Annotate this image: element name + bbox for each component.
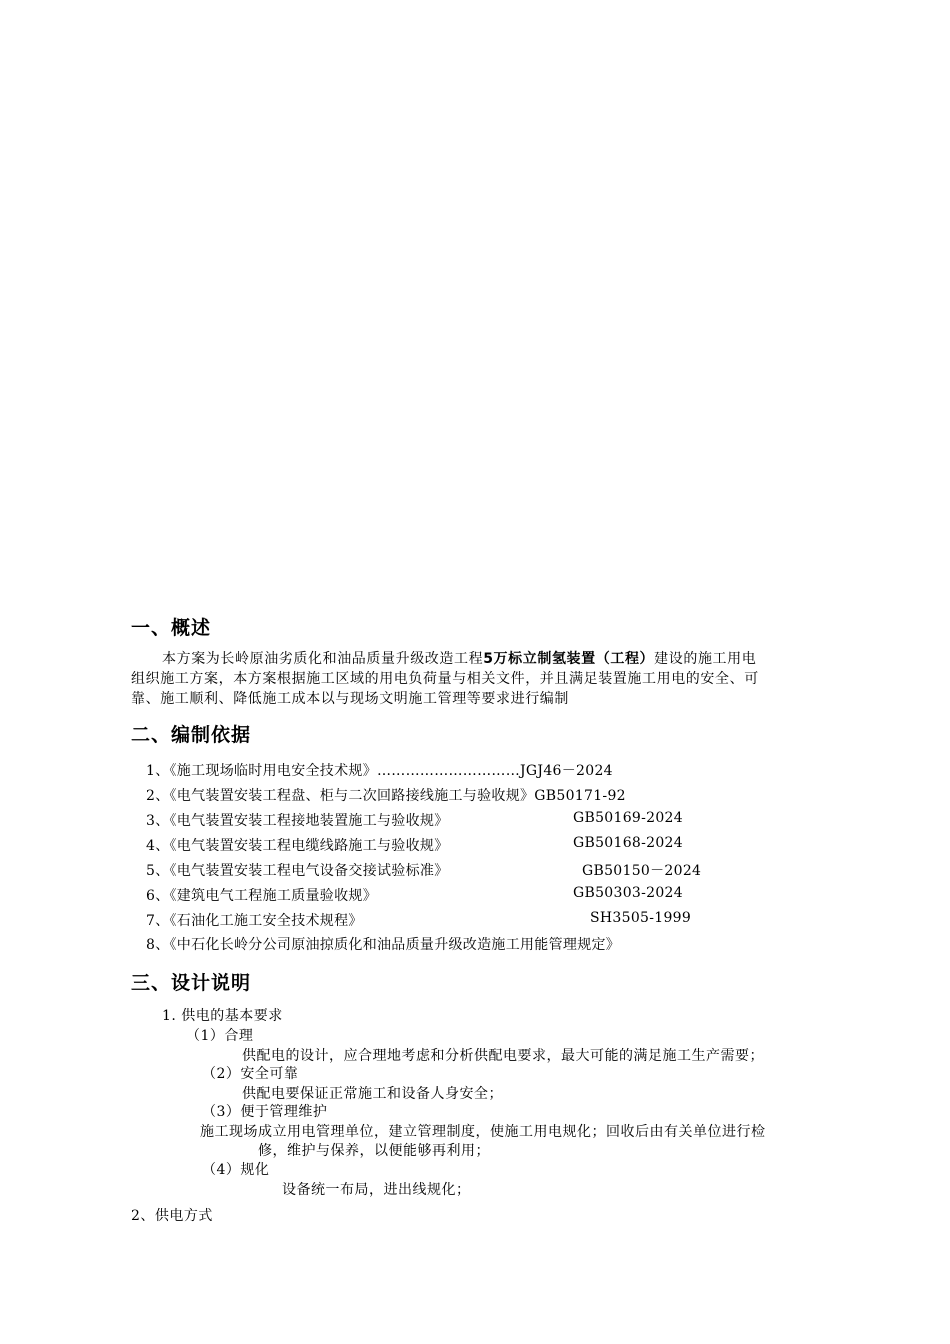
reference-code-3: GB50169-2024 <box>573 810 683 826</box>
requirement-heading-3: （3）便于管理维护 <box>202 1104 328 1120</box>
reference-item-4: 4、《电气装置安装工程电缆线路施工与验收规》 <box>146 838 449 854</box>
section-heading-overview: 一、概述 <box>131 617 212 639</box>
reference-code-7: SH3505-1999 <box>590 910 692 926</box>
requirement-heading-2: （2）安全可靠 <box>202 1066 299 1082</box>
reference-item-2: 2、《电气装置安装工程盘、柜与二次回路接线施工与验收规》GB50171-92 <box>146 788 626 804</box>
reference-item-5: 5、《电气装置安装工程电气设备交接试验标准》 <box>146 863 449 879</box>
overview-line-3: 靠、施工顺利、降低施工成本以与现场文明施工管理等要求进行编制 <box>131 691 569 707</box>
requirement-text-3a: 施工现场成立用电管理单位，建立管理制度，使施工用电规化；回收后由有关单位进行检 <box>200 1124 766 1140</box>
overview-line-1-pre: 本方案为长岭原油劣质化和油品质量升级改造工程 <box>162 651 484 667</box>
design-item-2: 2、供电方式 <box>131 1208 213 1224</box>
project-name: 5万标立制氢装置（工程） <box>483 651 655 667</box>
requirement-text-3b: 修，维护与保养，以便能够再利用； <box>258 1143 490 1159</box>
reference-item-8: 8、《中石化长岭分公司原油掠质化和油品质量升级改造施工用能管理规定》 <box>146 937 621 953</box>
requirement-text-1: 供配电的设计，应合理地考虑和分析供配电要求，最大可能的满足施工生产需要； <box>242 1048 764 1064</box>
reference-code-4: GB50168-2024 <box>573 835 683 851</box>
reference-item-3: 3、《电气装置安装工程接地装置施工与验收规》 <box>146 813 449 829</box>
reference-code-6: GB50303-2024 <box>573 885 683 901</box>
overview-line-1-post: 建设的施工用电 <box>654 651 757 667</box>
design-item-1: 1. 供电的基本要求 <box>162 1008 283 1024</box>
reference-item-6: 6、《建筑电气工程施工质量验收规》 <box>146 888 378 904</box>
section-heading-design: 三、设计说明 <box>131 972 252 994</box>
overview-line-2: 组织施工方案，本方案根据施工区域的用电负荷量与相关文件，并且满足装置施工用电的安全、可 <box>131 671 759 687</box>
requirement-text-4: 设备统一布局，进出线规化； <box>282 1182 471 1198</box>
reference-item-1: 1、《施工现场临时用电安全技术规》…………………………JGJ46－2024 <box>146 763 613 779</box>
requirement-heading-1: （1）合理 <box>186 1028 254 1044</box>
section-heading-basis: 二、编制依据 <box>131 724 252 746</box>
requirement-heading-4: （4）规化 <box>202 1162 270 1178</box>
reference-item-7: 7、《石油化工施工安全技术规程》 <box>146 913 363 929</box>
reference-code-5: GB50150－2024 <box>582 863 702 879</box>
overview-line-1 <box>162 649 756 670</box>
requirement-text-2: 供配电要保证正常施工和设备人身安全； <box>242 1086 503 1102</box>
